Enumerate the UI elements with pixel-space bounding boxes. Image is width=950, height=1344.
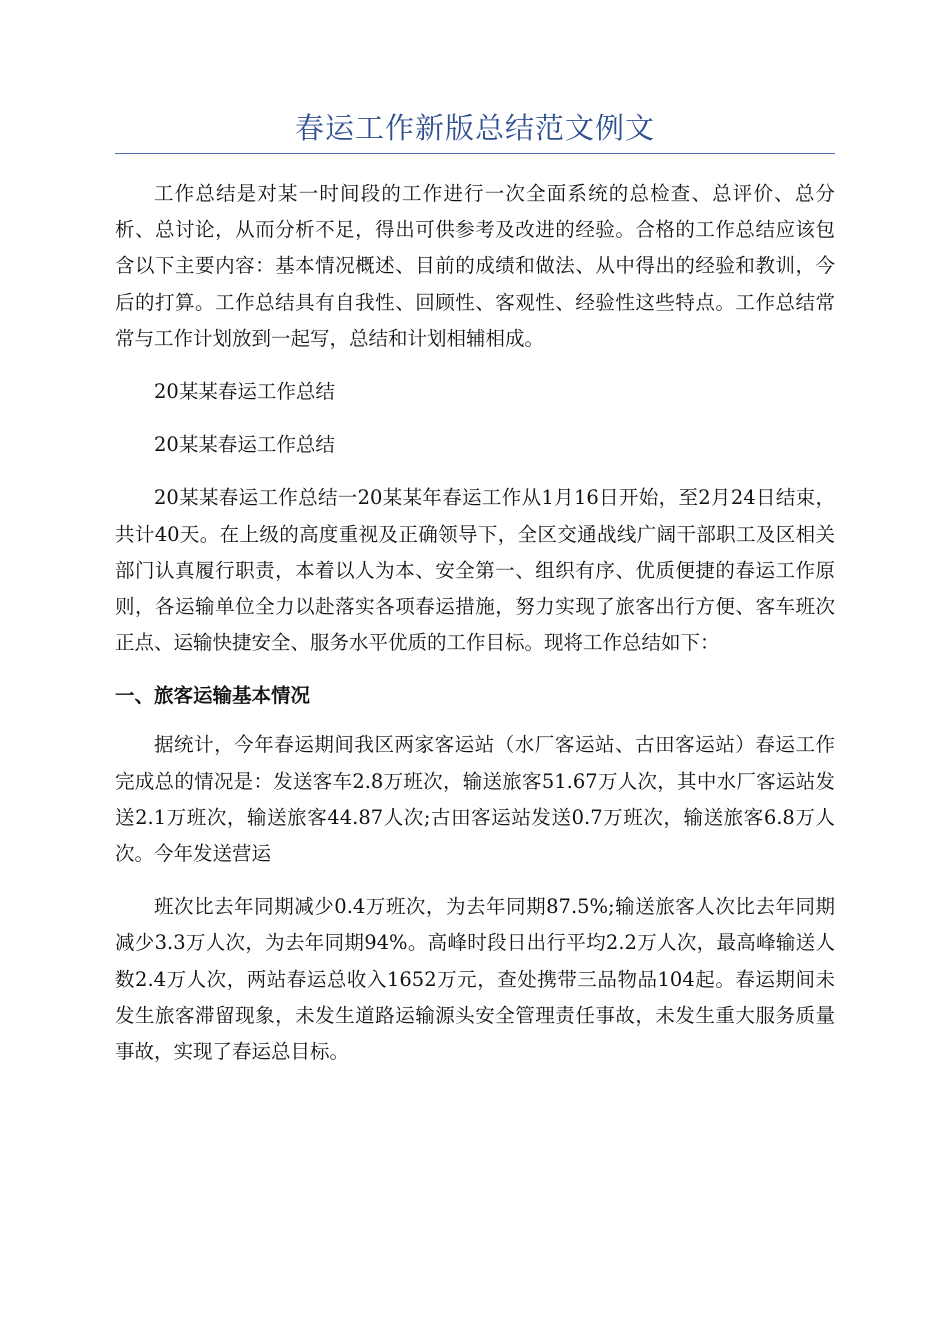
title-underline (115, 153, 835, 154)
intro-paragraph: 工作总结是对某一时间段的工作进行一次全面系统的总检查、总评价、总分析、总讨论，从而分析不足，得出可供参考及改进的经验。合格的工作总结应该包含以下主要内容：基本情况概述、目前的成绩和做法、从中得出的经验和教训，今后的打算。工作总结具有自我性、回顾性、客观性、经验性这些特点。工作总结常常与工作计划放到一起写，总结和计划相辅相成。 (115, 182, 835, 350)
summary-paragraph: 20某某春运工作总结一20某某年春运工作从1月16日开始，至2月24日结束，共计40天。在上级的高度重视及正确领导下，全区交通战线广阔干部职工及区相关部门认真履行职责，本着以人为本、安全第一、组织有序、优质便捷的春运工作原则，各运输单位全力以赴落实各项春运措施，努力实现了旅客出行方便、客车班次正点、运输快捷安全、服务水平优质的工作目标。现将工作总结如下： (115, 486, 835, 655)
section-heading: 一、旅客运输基本情况 (115, 684, 311, 708)
section-paragraph: 班次比去年同期减少0.4万班次，为去年同期87.5%;输送旅客人次比去年同期减少3.3万人次，为去年同期94%。高峰时段日出行平均2.2万人次，最高峰输送人数2.4万人次，两站春运总收入1652万元，查处携带三品物品104起。春运期间未发生旅客滞留现象，未发生道路运输源头安全管理责任事故，未发生重大服务质量事故，实现了春运总目标。 (115, 895, 835, 1064)
subtitle-line: 20某某春运工作总结 (154, 433, 335, 457)
document-body (115, 176, 835, 1070)
subtitle-line: 20某某春运工作总结 (154, 380, 335, 404)
document-title: 春运工作新版总结范文例文 (294, 111, 655, 145)
section-paragraph: 据统计，今年春运期间我区两家客运站（水厂客运站、古田客运站）春运工作完成总的情况是：发送客车2.8万班次，输送旅客51.67万人次，其中水厂客运站发送2.1万班次，输送旅客44.87人次;古田客运站发送0.7万班次，输送旅客6.8万人次。今年发送营运 (115, 733, 835, 866)
